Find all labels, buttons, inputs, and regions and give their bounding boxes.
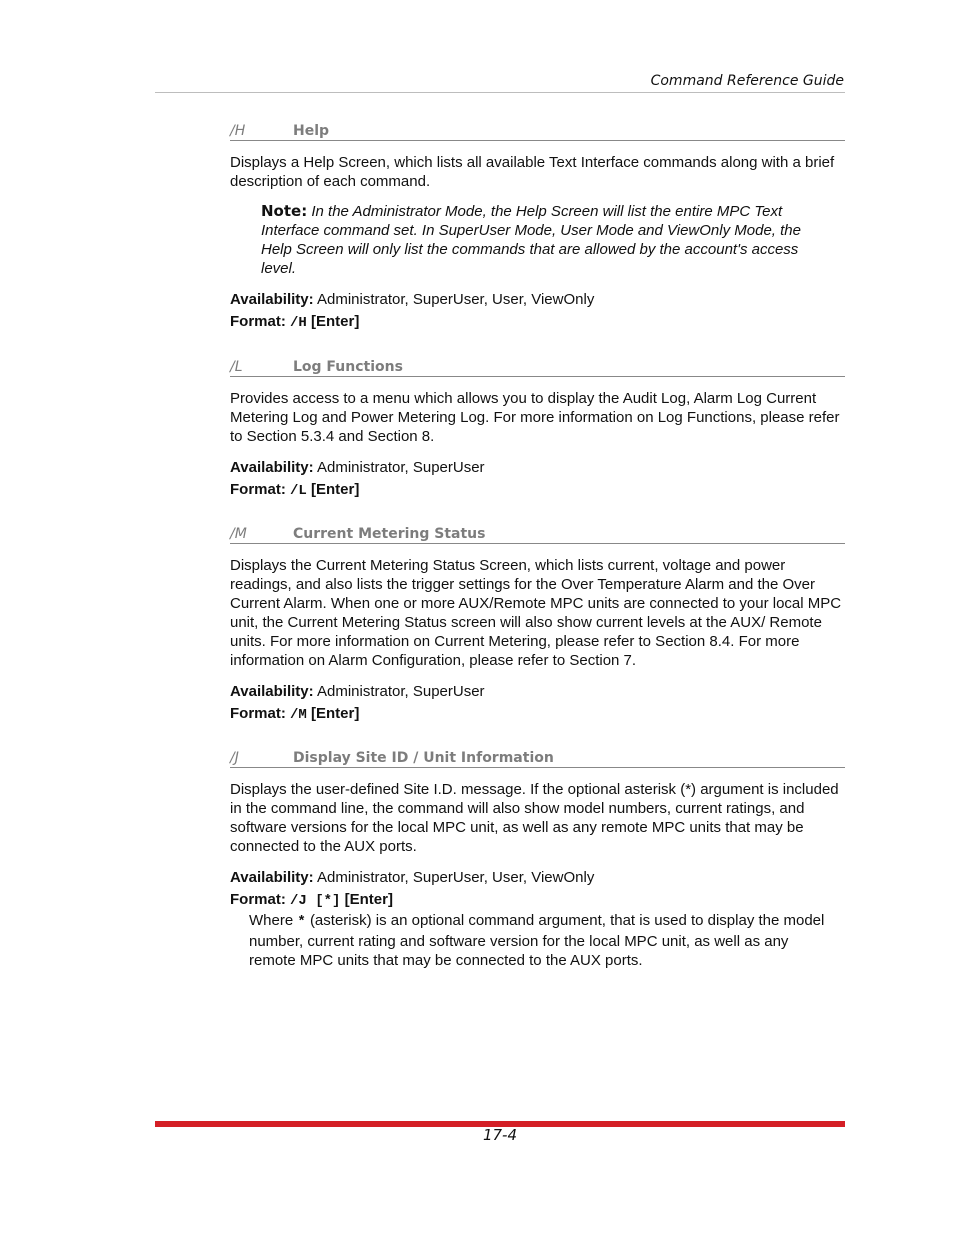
note-label: Note: <box>261 202 308 220</box>
availability <box>230 458 845 477</box>
format-command: /H <box>290 315 307 331</box>
format-command: /L <box>290 483 307 499</box>
format-enter: [Enter] <box>311 481 360 498</box>
section-description: Displays a Help Screen, which lists all available Text Interface commands along with a brief description of each command. <box>230 154 835 190</box>
availability <box>230 682 845 701</box>
command-name: /H <box>230 123 246 139</box>
command-name: /M <box>230 526 247 542</box>
availability <box>230 290 845 309</box>
availability <box>230 868 845 887</box>
format <box>230 312 845 333</box>
availability-value: Administrator, SuperUser, User, ViewOnly <box>316 869 595 886</box>
format-label: Format: <box>230 705 286 722</box>
argument-description <box>249 911 839 970</box>
format-enter: [Enter] <box>344 891 393 908</box>
page-number: 17-4 <box>482 1126 518 1144</box>
availability-label: Availability: <box>230 459 314 476</box>
availability-value: Administrator, SuperUser <box>316 683 485 700</box>
where-text: (asterisk) is an optional command argument, that is used to display the model number, current rating and software version for the local MPC unit, as well as any remote MPC units that may be connected to the AUX ports. <box>249 912 825 969</box>
format-label: Format: <box>230 481 286 498</box>
format-enter: [Enter] <box>311 705 360 722</box>
note-text: In the Administrator Mode, the Help Screen will list the entire MPC Text Interface command set. In SuperUser Mode, User Mode and ViewOnly Mode, the Help Screen will only list the commands that are allowed by the account's access level. <box>261 203 801 277</box>
section-display-site-id <box>230 747 845 970</box>
command-name: /J <box>230 750 239 766</box>
format <box>230 704 845 725</box>
page-header-title: Command Reference Guide <box>650 73 844 89</box>
section-description: Displays the Current Metering Status Screen, which lists current, voltage and power readings, and also lists the trigger settings for the Over Temperature Alarm and the Over Current Alarm. When one or more AUX/Remote MPC units are connected to your local MPC unit, the Current Metering Status screen will also show current levels at the AUX/ Remote units. For more information on Current Metering, please refer to Section 8.4. For more information on Alarm Configuration, please refer to Section 7. <box>230 557 842 669</box>
section-current-metering-status <box>230 523 845 725</box>
section-title: Log Functions <box>293 359 403 375</box>
format-label: Format: <box>230 891 286 908</box>
section-heading <box>230 356 845 377</box>
note <box>261 202 809 278</box>
availability-value: Administrator, SuperUser, User, ViewOnly <box>316 291 595 308</box>
section-description: Displays the user-defined Site I.D. message. If the optional asterisk (*) argument is included in the command line, the command will also show model numbers, current ratings, and software versions for the local MPC unit, as well as any remote MPC units that may be connected to the AUX ports. <box>230 781 839 855</box>
format-label: Format: <box>230 313 286 330</box>
header-rule <box>155 92 845 93</box>
section-title: Display Site ID / Unit Information <box>293 750 554 766</box>
format-command: /J [*] <box>290 893 341 909</box>
availability-label: Availability: <box>230 683 314 700</box>
availability-label: Availability: <box>230 291 314 308</box>
availability-value: Administrator, SuperUser <box>316 459 485 476</box>
section-title: Help <box>293 123 330 139</box>
format-command: /M <box>290 707 307 723</box>
availability-label: Availability: <box>230 869 314 886</box>
command-name: /L <box>230 359 243 375</box>
section-heading <box>230 747 845 768</box>
where-prefix: Where <box>249 912 294 929</box>
section-log-functions <box>230 356 845 501</box>
section-description: Provides access to a menu which allows you to display the Audit Log, Alarm Log Current Metering Log and Power Metering Log. For more information on Log Functions, please refer to Section 5.3.4 and Section 8. <box>230 390 840 445</box>
format <box>230 890 845 911</box>
format <box>230 480 845 501</box>
section-heading <box>230 523 845 544</box>
section-heading <box>230 120 845 141</box>
asterisk-symbol: * <box>297 914 306 930</box>
section-title: Current Metering Status <box>293 526 486 542</box>
section-help <box>230 120 845 333</box>
format-enter: [Enter] <box>311 313 360 330</box>
